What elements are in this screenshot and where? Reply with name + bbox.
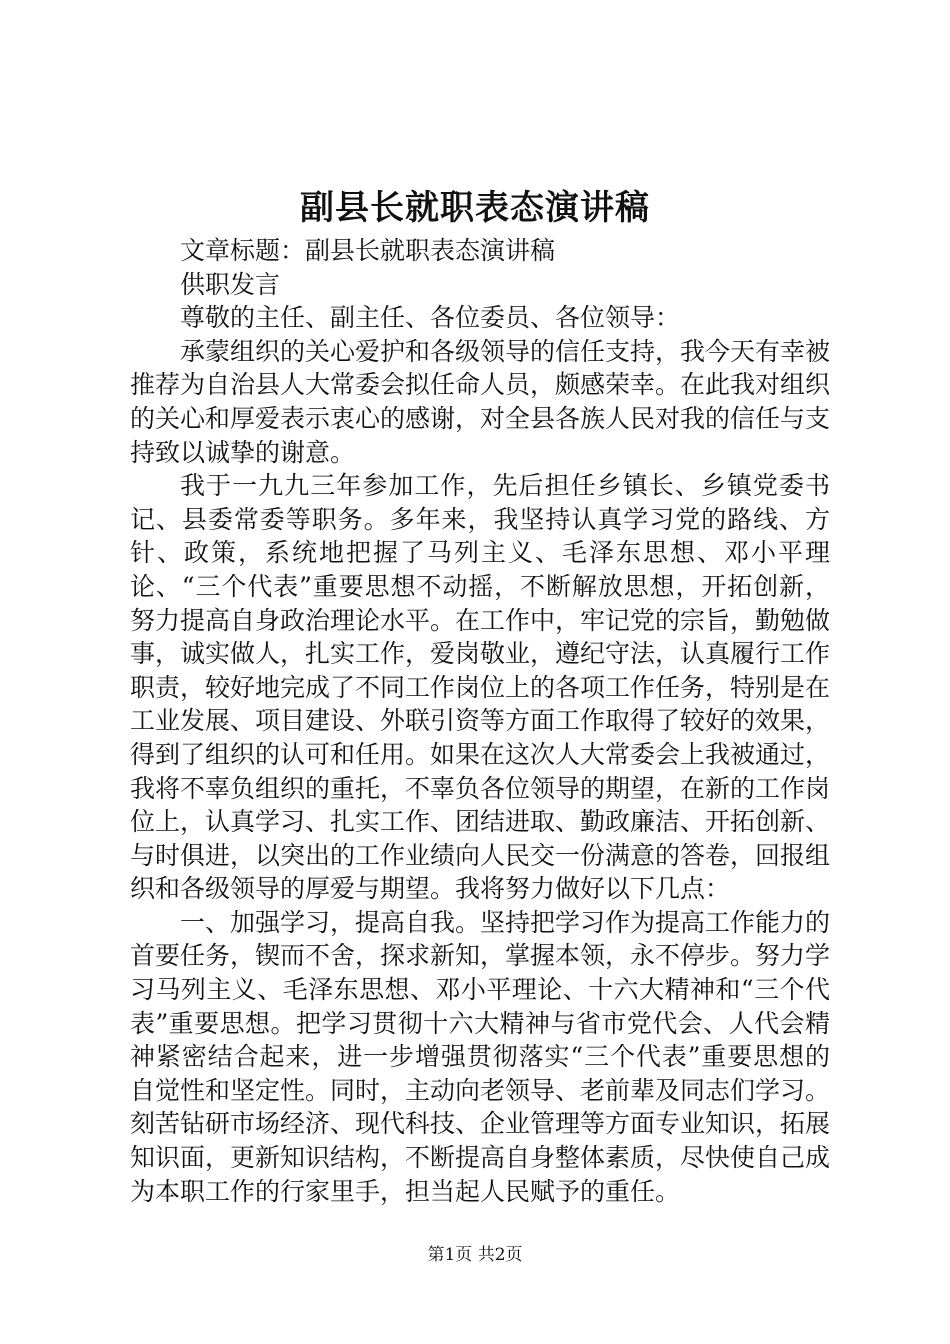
paragraph-speech-type: 供职发言: [180, 269, 281, 299]
document-body: [130, 234, 830, 1208]
paragraph-salutation: 尊敬的主任、副主任、各位委员、各位领导：: [180, 303, 681, 333]
paragraph-thanks: 承蒙组织的关心爱护和各级领导的信任支持，我今天有幸被推荐为自治县人大常委会拟任命人员，颇感荣幸。在此我对组织的关心和厚爱表示衷心的感谢，对全县各族人民对我的信任与支持致以诚挚的谢意。: [130, 336, 831, 467]
paragraph-article-title: 文章标题：副县长就职表态演讲稿: [180, 236, 556, 265]
paragraph-experience: 我于一九九三年参加工作，先后担任乡镇长、乡镇党委书记、县委常委等职务。多年来，我坚持认真学习党的路线、方针、政策，系统地把握了马列主义、毛泽东思想、邓小平理论、“三个代表”重要思想不动摇，不断解放思想，开拓创新，努力提高自身政治理论水平。在工作中，牢记党的宗旨，勤勉做事，诚实做人，扎实工作，爱岗敬业，遵纪守法，认真履行工作职责，较好地完成了不同工作岗位上的各项工作任务，特别是在工业发展、项目建设、外联引资等方面工作取得了较好的效果，得到了组织的认可和任用。如果在这次人大常委会上我被通过，我将不辜负组织的重托，不辜负各位领导的期望，在新的工作岗位上，认真学习、扎实工作、团结进取、勤政廉洁、开拓创新、与时俱进，以突出的工作业绩向人民交一份满意的答卷，回报组织和各级领导的厚爱与期望。我将努力做好以下几点：: [130, 471, 831, 904]
page-footer: 第1页 共2页: [427, 1245, 523, 1265]
paragraph-point-one: 一、加强学习，提高自我。坚持把学习作为提高工作能力的首要任务，锲而不舍，探求新知，掌握本领，永不停步。努力学习马列主义、毛泽东思想、邓小平理论、十六大精神和“三个代表”重要思想。把学习贯彻十六大精神与省市党代会、人代会精神紧密结合起来，进一步增强贯彻落实“三个代表”重要思想的自觉性和坚定性。同时，主动向老领导、老前辈及同志们学习。刻苦钻研市场经济、现代科技、企业管理等方面专业知识，拓展知识面，更新知识结构，不断提高自身整体素质，尽快使自己成为本职工作的行家里手，担当起人民赋予的重任。: [130, 907, 831, 1206]
document-title: 副县长就职表态演讲稿: [300, 188, 650, 228]
